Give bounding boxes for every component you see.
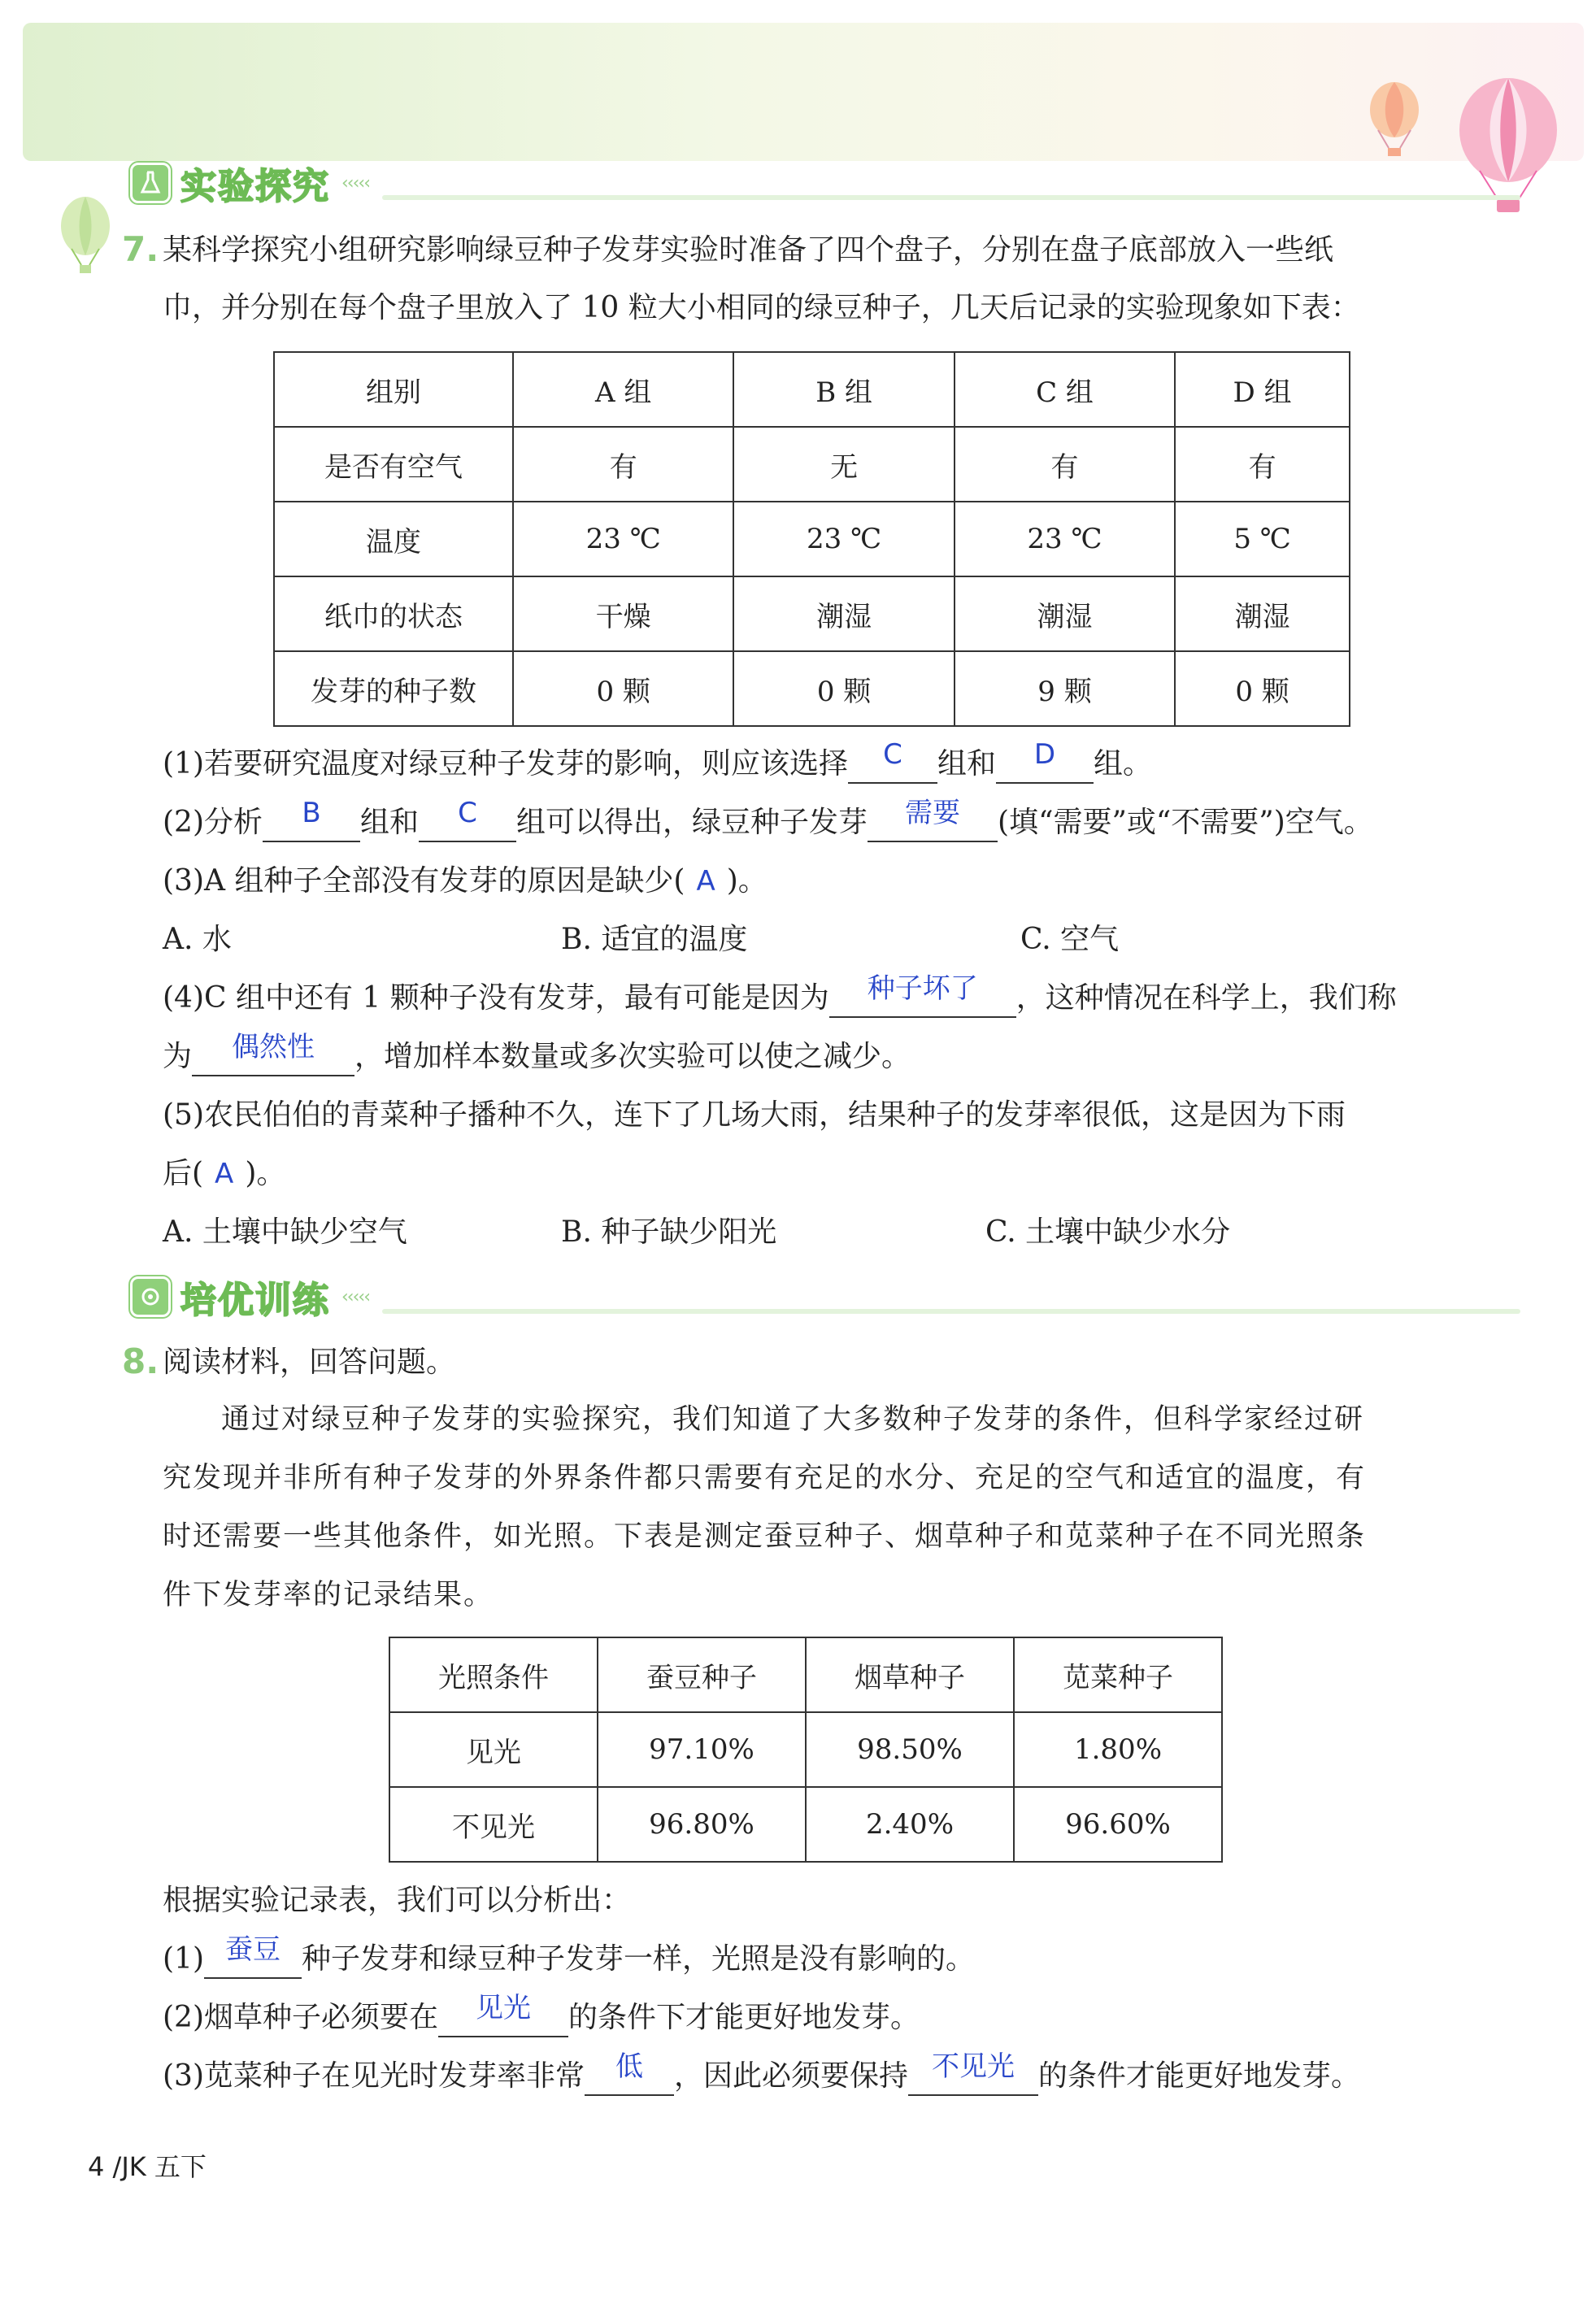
handwritten-answer: C xyxy=(458,797,477,829)
section-divider xyxy=(382,195,1520,200)
table-cell: 23 ℃ xyxy=(513,502,733,576)
answer-blank[interactable] xyxy=(263,797,360,842)
table-cell: 0 颗 xyxy=(513,651,733,726)
table-cell: 0 颗 xyxy=(733,651,954,726)
table-cell: 96.80% xyxy=(598,1787,806,1862)
table-cell: 温度 xyxy=(274,502,513,576)
table-cell: 见光 xyxy=(389,1712,598,1787)
table-row xyxy=(274,502,1350,576)
answer-blank[interactable] xyxy=(848,738,937,784)
table-cell: 潮湿 xyxy=(955,576,1175,651)
q7-intro-line2: 巾，并分别在每个盘子里放入了 10 粒大小相同的绿豆种子，几天后记录的实验现象如下表： xyxy=(163,291,1360,324)
q7-part4-line1: (4)C 组中还有 1 颗种子没有发芽，最有可能是因为 种子坏了 ，这种情况在科学上，我们称 xyxy=(163,980,1397,1018)
table-row xyxy=(274,427,1350,502)
section-title: 实验探究 xyxy=(180,166,330,207)
answer-blank[interactable] xyxy=(192,1031,354,1076)
q8-lead: 根据实验记录表，我们可以分析出： xyxy=(163,1884,632,1917)
table-cell: 是否有空气 xyxy=(274,427,513,502)
option-a: A. 水 xyxy=(163,923,232,956)
q7-intro-line1: 某科学探究小组研究影响绿豆种子发芽实验时准备了四个盘子，分别在盘子底部放入一些纸 xyxy=(163,233,1334,267)
answer-blank[interactable] xyxy=(868,797,998,842)
q7-part5-line2: 后( A )。 xyxy=(163,1157,286,1190)
table-row xyxy=(389,1787,1222,1862)
table-cell: 98.50% xyxy=(806,1712,1014,1787)
table-header: 烟草种子 xyxy=(806,1637,1014,1712)
handwritten-answer: 需要 xyxy=(905,797,961,829)
table-cell: 有 xyxy=(513,427,733,502)
page-number: 4 xyxy=(88,2151,105,2182)
table-header: 蚕豆种子 xyxy=(598,1637,806,1712)
flask-icon xyxy=(130,163,171,203)
option-c: C. 空气 xyxy=(1020,923,1120,956)
balloon-small-icon xyxy=(1366,81,1423,159)
q8-part2: (2)烟草种子必须要在 见光 的条件下才能更好地发芽。 xyxy=(163,2000,920,2037)
option-a: A. 土壤中缺少空气 xyxy=(163,1215,407,1249)
table-cell: 96.60% xyxy=(1014,1787,1222,1862)
answer-blank[interactable] xyxy=(996,738,1094,784)
question-number: 8. xyxy=(122,1341,159,1381)
table-row xyxy=(389,1712,1222,1787)
table-cell: 潮湿 xyxy=(733,576,954,651)
option-b: B. 适宜的温度 xyxy=(561,923,748,956)
table-cell: 5 ℃ xyxy=(1175,502,1350,576)
section-header-training xyxy=(130,1273,369,1320)
q7-part5-line1: (5)农民伯伯的青菜种子播种不久，连下了几场大雨，结果种子的发芽率很低，这是因为下雨 xyxy=(163,1098,1346,1132)
table-row xyxy=(274,651,1350,726)
table-cell: 97.10% xyxy=(598,1712,806,1787)
handwritten-answer: D xyxy=(1033,738,1056,771)
handwritten-answer: 不见光 xyxy=(932,2050,1015,2083)
handwritten-answer: A xyxy=(696,865,715,898)
answer-blank[interactable] xyxy=(438,1992,568,2037)
table-cell: 有 xyxy=(955,427,1175,502)
answer-blank[interactable] xyxy=(829,972,1016,1018)
table-cell: 有 xyxy=(1175,427,1350,502)
table-cell: 不见光 xyxy=(389,1787,598,1862)
arrows-decoration: ‹‹‹‹‹ xyxy=(341,1286,369,1307)
table-cell: 9 颗 xyxy=(955,651,1175,726)
table-cell: 23 ℃ xyxy=(955,502,1175,576)
handwritten-answer: 偶然性 xyxy=(232,1031,315,1063)
table-cell: 23 ℃ xyxy=(733,502,954,576)
table-cell: 发芽的种子数 xyxy=(274,651,513,726)
answer-blank[interactable] xyxy=(585,2050,674,2096)
arrows-decoration: ‹‹‹‹‹ xyxy=(341,172,369,193)
table-header: 光照条件 xyxy=(389,1637,598,1712)
table-header: D 组 xyxy=(1175,352,1350,427)
medal-icon xyxy=(130,1276,171,1317)
book-label: /JK 五下 xyxy=(112,2151,207,2182)
table-cell: 潮湿 xyxy=(1175,576,1350,651)
q7-data-table xyxy=(273,351,1350,727)
answer-blank[interactable] xyxy=(204,1933,302,1979)
handwritten-answer: C xyxy=(883,738,902,771)
table-header: 组别 xyxy=(274,352,513,427)
handwritten-answer: A xyxy=(215,1158,234,1190)
section-title: 培优训练 xyxy=(180,1280,330,1321)
handwritten-answer: 蚕豆 xyxy=(225,1933,280,1966)
table-cell: 纸巾的状态 xyxy=(274,576,513,651)
handwritten-answer: 低 xyxy=(615,2050,643,2083)
answer-blank[interactable] xyxy=(908,2050,1038,2096)
q7-part4-line2: 为 偶然性 ，增加样本数量或多次实验可以使之减少。 xyxy=(163,1039,911,1076)
answer-blank[interactable] xyxy=(419,797,516,842)
handwritten-answer: 种子坏了 xyxy=(867,972,978,1005)
section-header-experiment xyxy=(130,159,369,207)
q7-part3: (3)A 组种子全部没有发芽的原因是缺少( A )。 xyxy=(163,864,768,898)
table-row xyxy=(274,576,1350,651)
table-cell: 2.40% xyxy=(806,1787,1014,1862)
balloon-side-icon xyxy=(57,195,114,276)
q8-part1: (1) 蚕豆 种子发芽和绿豆种子发芽一样，光照是没有影响的。 xyxy=(163,1941,975,1979)
table-cell: 干燥 xyxy=(513,576,733,651)
question-number: 7. xyxy=(122,229,159,269)
header-banner xyxy=(23,23,1584,161)
handwritten-answer: 见光 xyxy=(476,1992,531,2024)
q7-part2: (2)分析 B 组和 C 组可以得出，绿豆种子发芽 需要 (填“需要”或“不需要”)空气。 xyxy=(163,805,1373,842)
option-b: B. 种子缺少阳光 xyxy=(561,1215,777,1249)
table-header: B 组 xyxy=(733,352,954,427)
q8-part3: (3)苋菜种子在见光时发芽率非常 低 ，因此必须要保持 不见光 的条件才能更好地发芽。 xyxy=(163,2059,1360,2096)
table-cell: 0 颗 xyxy=(1175,651,1350,726)
page-footer xyxy=(88,2146,207,2184)
q8-passage: 通过对绿豆种子发芽的实验探究，我们知道了大多数种子发芽的条件，但科学家经过研 究发现并非所有种子发芽的外界条件都只需要有充足的水分、充足的空气和适宜的温度，有 时还需要一些其他条件，如光照。下表是测定蚕豆种子、烟草种子和苋菜种子在不同光照条 件下发芽率的记录结果。 xyxy=(163,1403,1367,1611)
handwritten-answer: B xyxy=(302,797,321,829)
option-c: C. 土壤中缺少水分 xyxy=(985,1215,1231,1249)
q7-part1: (1)若要研究温度对绿豆种子发芽的影响，则应该选择 C 组和 D 组。 xyxy=(163,746,1152,784)
table-header: C 组 xyxy=(955,352,1175,427)
section-divider xyxy=(382,1309,1520,1314)
q8-prompt: 阅读材料，回答问题。 xyxy=(163,1346,456,1379)
table-header: 苋菜种子 xyxy=(1014,1637,1222,1712)
q8-data-table xyxy=(389,1637,1223,1863)
table-header: A 组 xyxy=(513,352,733,427)
table-cell: 1.80% xyxy=(1014,1712,1222,1787)
table-cell: 无 xyxy=(733,427,954,502)
